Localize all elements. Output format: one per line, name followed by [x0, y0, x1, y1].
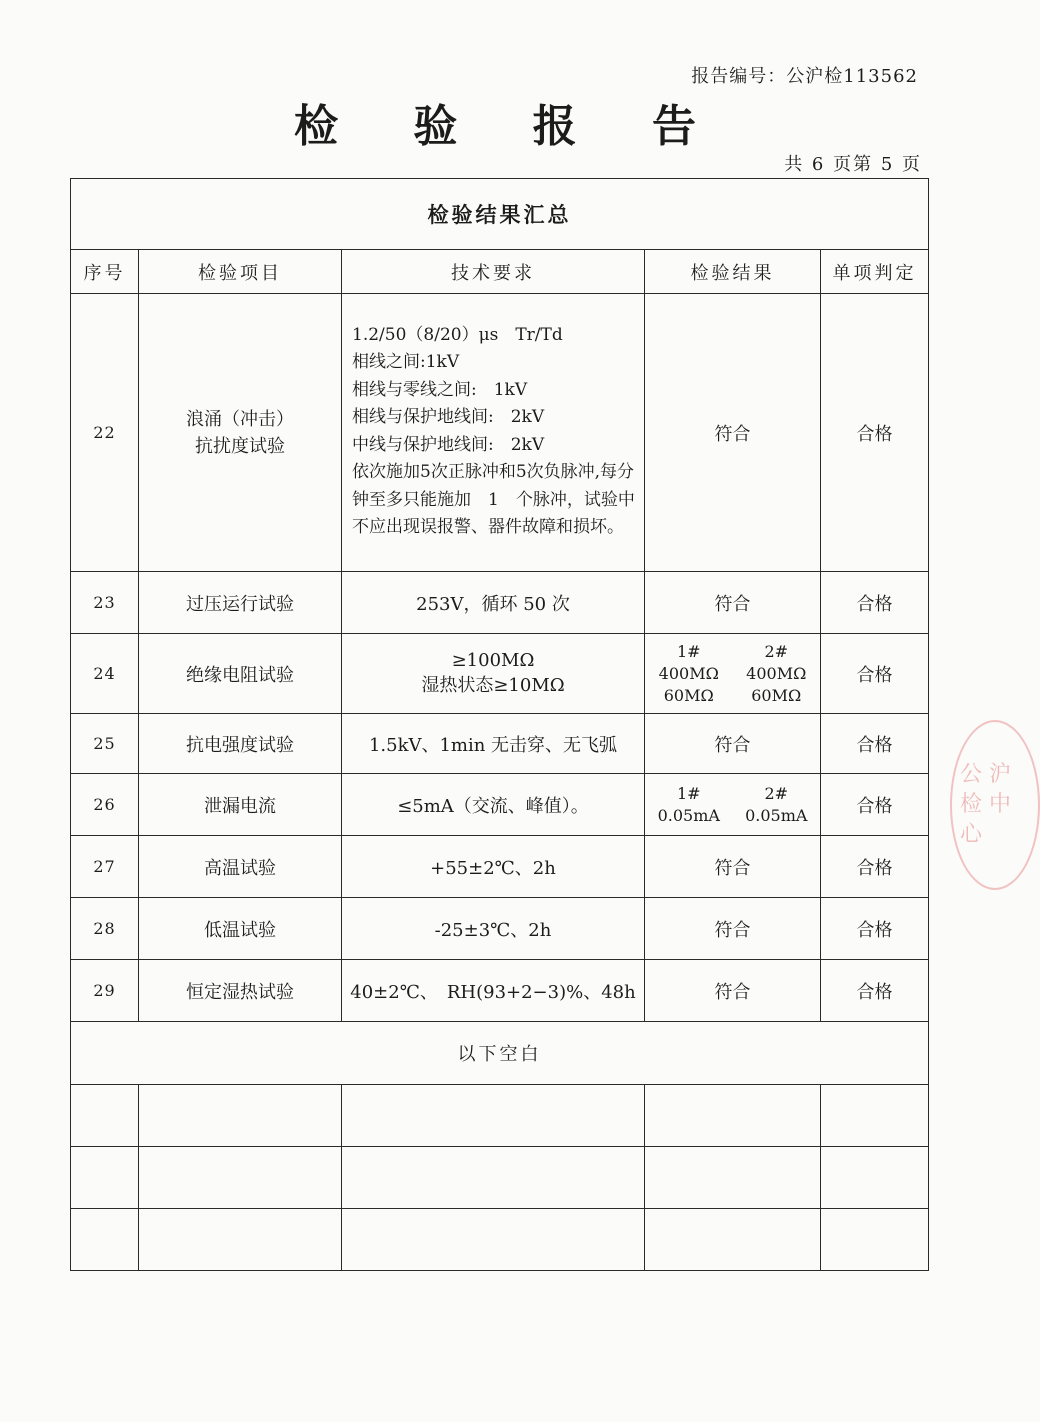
row-result: 符合	[645, 836, 821, 898]
table-row	[71, 572, 929, 634]
blank-row	[71, 1147, 929, 1209]
row-verdict: 合格	[821, 774, 929, 836]
result-column	[658, 783, 720, 827]
header-item: 检验项目	[139, 250, 342, 294]
row-verdict: 合格	[821, 960, 929, 1022]
summary-title: 检验结果汇总	[71, 179, 929, 250]
result-sample-label: 1#	[676, 783, 701, 803]
row-number: 22	[71, 294, 139, 572]
table-row	[71, 634, 929, 714]
header-verdict: 单项判定	[821, 250, 929, 294]
row-result: 符合	[645, 960, 821, 1022]
row-item: 恒定湿热试验	[139, 960, 342, 1022]
row-item: 抗电强度试验	[139, 714, 342, 774]
blank-row	[71, 1085, 929, 1147]
results-table	[70, 178, 929, 1271]
table-row	[71, 898, 929, 960]
row-number: 27	[71, 836, 139, 898]
result-value: 400MΩ	[746, 663, 807, 683]
result-value: 400MΩ	[658, 663, 719, 683]
result-sample-label: 2#	[764, 641, 789, 661]
row-number: 26	[71, 774, 139, 836]
report-number: 报告编号：公沪检113562	[691, 66, 918, 87]
row-item: 过压运行试验	[139, 572, 342, 634]
header-row	[71, 250, 929, 294]
row-number: 23	[71, 572, 139, 634]
result-column	[659, 641, 719, 707]
row-result: 符合	[645, 572, 821, 634]
row-requirement: 40±2℃、 RH(93+2−3)%、48h	[342, 960, 645, 1022]
row-result	[645, 774, 821, 836]
row-verdict: 合格	[821, 898, 929, 960]
result-value: 0.05mA	[745, 805, 808, 825]
row-item: 泄漏电流	[139, 774, 342, 836]
result-column	[746, 641, 806, 707]
table-row	[71, 774, 929, 836]
row-result: 符合	[645, 294, 821, 572]
row-number: 25	[71, 714, 139, 774]
table-row	[71, 294, 929, 572]
row-number: 24	[71, 634, 139, 714]
result-value: 60MΩ	[751, 685, 802, 705]
row-number: 29	[71, 960, 139, 1022]
row-item: 绝缘电阻试验	[139, 634, 342, 714]
row-result	[645, 634, 821, 714]
blank-row	[71, 1209, 929, 1271]
row-verdict: 合格	[821, 634, 929, 714]
row-result: 符合	[645, 898, 821, 960]
header-result: 检验结果	[645, 250, 821, 294]
result-sample-label: 2#	[764, 783, 789, 803]
inspection-stamp	[950, 720, 1040, 890]
table-row	[71, 836, 929, 898]
row-result: 符合	[645, 714, 821, 774]
row-verdict: 合格	[821, 714, 929, 774]
row-requirement: 253V，循环 50 次	[342, 572, 645, 634]
row-requirement: ≤5mA（交流、峰值）。	[342, 774, 645, 836]
table-row	[71, 960, 929, 1022]
row-item: 低温试验	[139, 898, 342, 960]
page-title: 检 验 报 告	[294, 101, 726, 152]
page-info: 共 6 页第 5 页	[784, 154, 922, 175]
row-requirement: +55±2℃、2h	[342, 836, 645, 898]
result-value: 60MΩ	[663, 685, 714, 705]
table-row	[71, 714, 929, 774]
stamp-text: 公 沪 检 中 心	[960, 762, 1011, 847]
row-requirement: 1.5kV、1min 无击穿、无飞弧	[342, 714, 645, 774]
header-seq: 序号	[71, 250, 139, 294]
result-sample-label: 1#	[676, 641, 701, 661]
header-requirement: 技术要求	[342, 250, 645, 294]
row-number: 28	[71, 898, 139, 960]
row-verdict: 合格	[821, 572, 929, 634]
result-value: 0.05mA	[657, 805, 720, 825]
row-requirement: -25±3℃、2h	[342, 898, 645, 960]
row-verdict: 合格	[821, 836, 929, 898]
row-verdict: 合格	[821, 294, 929, 572]
result-column	[745, 783, 807, 827]
row-item: 高温试验	[139, 836, 342, 898]
row-item: 浪涌（冲击） 抗扰度试验	[139, 294, 342, 572]
blank-below-note: 以下空白	[71, 1022, 929, 1085]
row-requirement: ≥100MΩ 湿热状态≥10MΩ	[342, 634, 645, 714]
row-requirement: 1.2/50（8/20）μs Tr/Td 相线之间:1kV 相线与零线之间: 1kV 相线与保护地线间: 2kV 中线与保护地线间: 2kV 依次施加5次正脉冲和5次负脉冲,每分钟至多只能施加 1 个脉冲，试验中不应出现误报警、器件故障和损坏。	[342, 294, 645, 572]
